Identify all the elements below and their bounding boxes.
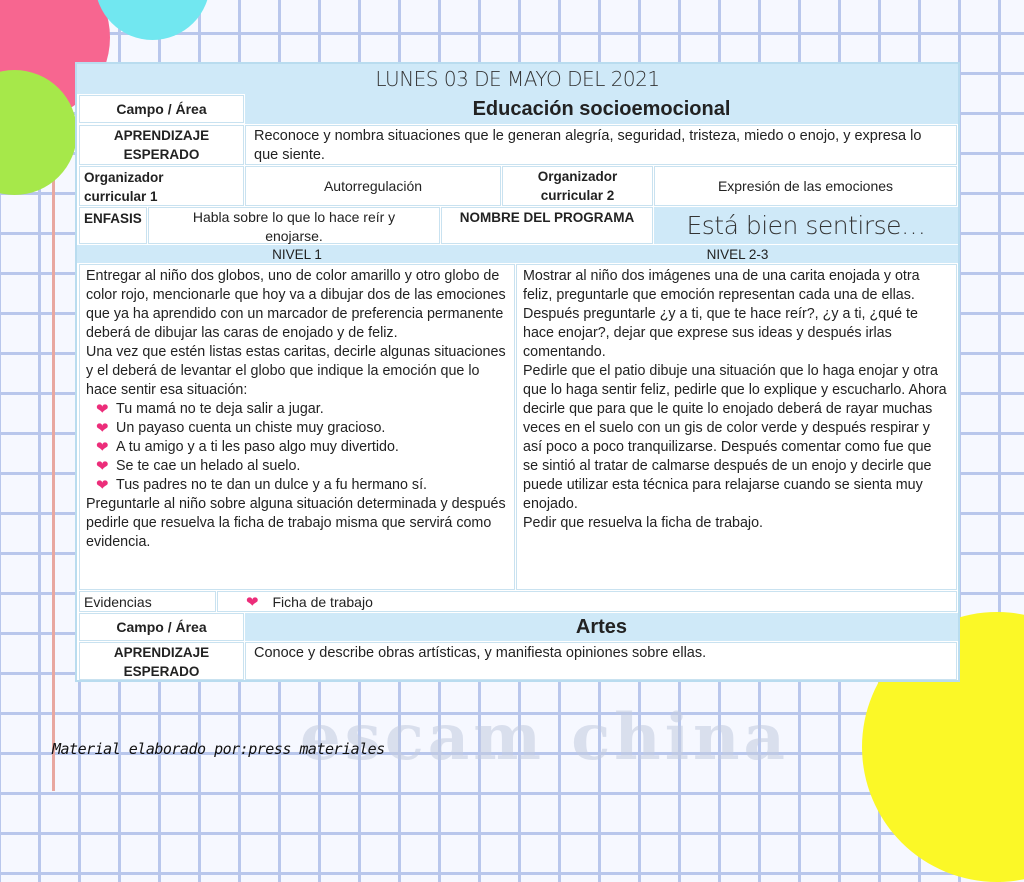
nivel23-paragraph-3: Pedirle que el patio dibuje una situación que lo haga enojar y otra que lo haga sentir feliz, pedirle que lo explique y escucharlo. Ahora decirle que para que le quite lo enojado deberá de rayar muchas veces en el suelo con un gis de color verde y después respirar y así poco a poco tranquilizarse. Después comentar como fue que se sintió al tratar de calmarse después de un enojo y decirle que puede utilizar esta técnica para relajarse cuando se sienta muy enojado.	[523, 363, 947, 512]
organizador1-label	[79, 166, 244, 206]
organizador2-label	[502, 166, 653, 206]
nivel1-paragraph-3: Preguntarle al niño sobre alguna situación determinada y después pedirle que resuelva la ficha de trabajo misma que servirá como evidencia.	[86, 496, 506, 550]
list-item	[96, 419, 508, 438]
list-item-text: Un payaso cuenta un chiste muy gracioso.	[116, 420, 386, 436]
aprendizaje2-label-line2: ESPERADO	[123, 664, 200, 679]
nivel23-paragraph-2: Después preguntarle ¿y a ti, que te hace reír?, ¿y a ti, ¿qué te hace enojar?, dejar que exprese sus ideas y después irlas comentando.	[523, 306, 918, 360]
footer-credit: Material elaborado por:press materiales	[52, 740, 385, 758]
list-item	[96, 457, 508, 476]
programa-value: Está bien sentirse…	[654, 207, 958, 244]
list-item-text: Tu mamá no te deja salir a jugar.	[116, 401, 324, 417]
enfasis-label: ENFASIS	[79, 207, 147, 244]
nivel23-header: NIVEL 2-3	[517, 245, 958, 263]
aprendizaje-label	[79, 125, 244, 165]
organizador2-label-line1: Organizador	[537, 169, 618, 184]
lesson-plan-card	[75, 62, 960, 682]
aprendizaje-label-line1: APRENDIZAJE	[113, 128, 210, 143]
heart-icon: ❤	[96, 439, 109, 456]
aprendizaje2-value: Conoce y describe obras artísticas, y manifiesta opiniones sobre ellas.	[245, 642, 957, 680]
list-item-text: Tus padres no te dan un dulce y a fu hermano sí.	[116, 477, 428, 493]
list-item-text: A tu amigo y a ti les paso algo muy divertido.	[116, 439, 399, 455]
enfasis-value: Habla sobre lo que lo hace reír y enojarse.	[148, 207, 440, 244]
list-item	[96, 476, 508, 495]
list-item	[96, 438, 508, 457]
nivel1-body	[79, 264, 515, 590]
programa-label: NOMBRE DEL PROGRAMA	[441, 207, 653, 244]
evidencias-label: Evidencias	[79, 591, 216, 612]
organizador2-value: Expresión de las emociones	[654, 166, 957, 206]
organizador1-value: Autorregulación	[245, 166, 501, 206]
list-item	[96, 400, 508, 419]
campo-label: Campo / Área	[79, 95, 244, 123]
evidencias-value-cell	[217, 591, 957, 612]
heart-icon: ❤	[246, 594, 259, 611]
nivel23-body	[516, 264, 957, 590]
heart-icon: ❤	[96, 401, 109, 418]
heart-icon: ❤	[96, 458, 109, 475]
campo2-value: Artes	[245, 613, 958, 641]
campo-value: Educación socioemocional	[245, 94, 958, 124]
organizador1-label-line1: Organizador	[84, 170, 164, 185]
list-item-text: Se te cae un helado al suelo.	[116, 458, 301, 474]
aprendizaje-value: Reconoce y nombra situaciones que le generan alegría, seguridad, tristeza, miedo o enojo, y expresa lo que siente.	[245, 125, 957, 165]
organizador1-label-line2: curricular 1	[84, 189, 158, 204]
nivel1-paragraph-1: Entregar al niño dos globos, uno de color amarillo y otro globo de color rojo, mencionarle que hoy va a dibujar dos de las emociones que ya ha aprendido con un marcador de preferencia permanente deberá de dibujar las caras de enojado y de feliz.	[86, 268, 506, 341]
aprendizaje-label-line2: ESPERADO	[123, 147, 200, 162]
date-header: LUNES 03 DE MAYO DEL 2021	[77, 64, 958, 94]
organizador2-label-line2: curricular 2	[540, 188, 615, 203]
heart-icon: ❤	[96, 420, 109, 437]
nivel23-paragraph-4: Pedir que resuelva la ficha de trabajo.	[523, 515, 764, 531]
nivel23-paragraph-1: Mostrar al niño dos imágenes una de una carita enojada y otra feliz, preguntarle que emoción representan cada una de ellas.	[523, 268, 920, 303]
heart-icon: ❤	[96, 477, 109, 494]
nivel1-header: NIVEL 1	[77, 245, 517, 263]
evidencias-value: Ficha de trabajo	[272, 594, 373, 610]
nivel1-bullet-list	[86, 400, 508, 495]
watermark: escam china	[300, 700, 789, 775]
campo2-label: Campo / Área	[79, 613, 244, 641]
nivel1-paragraph-2: Una vez que estén listas estas caritas, decirle algunas situaciones y el deberá de levantar el globo que indique la emoción que lo hace sentir esa situación:	[86, 344, 506, 398]
aprendizaje2-label-line1: APRENDIZAJE	[113, 645, 210, 660]
aprendizaje2-label	[79, 642, 244, 680]
cyan-circle-decoration	[95, 0, 210, 40]
